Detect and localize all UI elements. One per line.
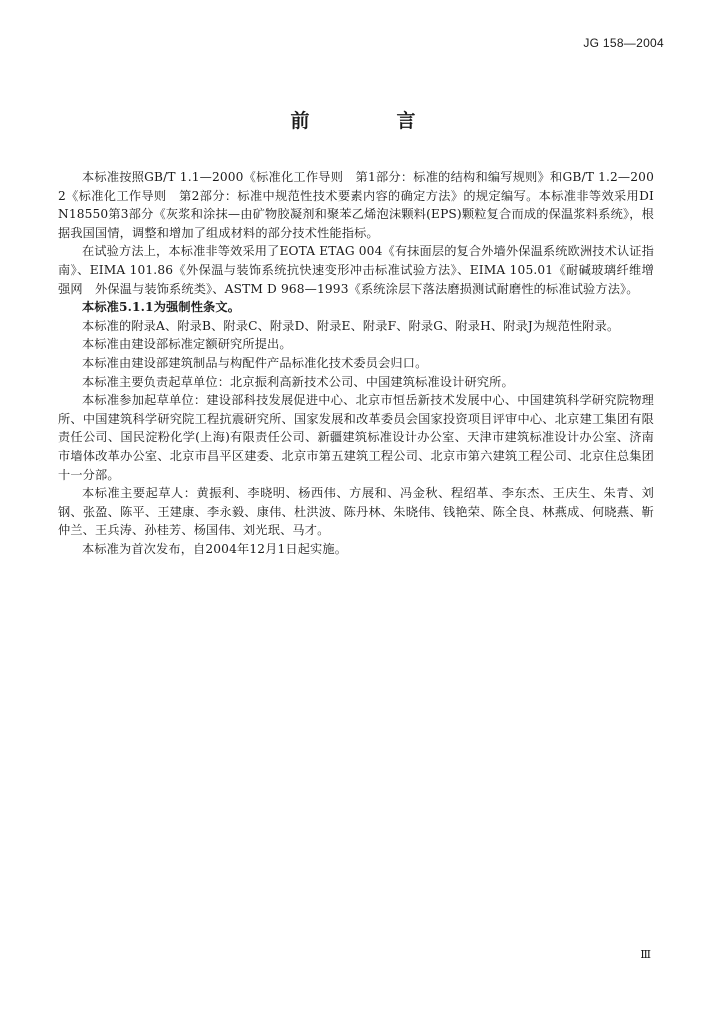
paragraph-effective-date: 本标准为首次发布，自2004年12月1日起实施。	[82, 541, 348, 556]
paragraph-test-methods: 在试验方法上，本标准非等效采用了EOTA ETAG 004《有抹面层的复合外墙外保温系统欧洲技术认证指南》、EIMA 101.86《外保温与装饰系统抗快速变形冲击标准试验方法》、EIMA 105.01《耐碱玻璃纤维增强网 外保温与装饰系统类》、ASTM D 968—1993《系统涂层下落法磨损测试耐磨性的标准试验方法》。	[58, 244, 654, 296]
paragraph-standard-basis: 本标准按照GB/T 1.1—2000《标准化工作导则 第1部分：标准的结构和编写规则》和GB/T 1.2—2002《标准化工作导则 第2部分：标准中规范性技术要素内容的确定方法》的规定编写。本标准非等效采用DIN18550第3部分《灰浆和涂抹—由矿物胶凝剂和聚苯乙烯泡沫颗料(EPS)颗粒复合而成的保温浆料系统》，根据我国国情，调整和增加了组成材料的部分技术性能指标。	[58, 170, 654, 240]
paragraph-main-drafting-unit: 本标准主要负责起草单位：北京振利高新技术公司、中国建筑标准设计研究所。	[82, 374, 514, 389]
paragraph-normative-annexes: 本标准的附录A、附录B、附录C、附录D、附录E、附录F、附录G、附录H、附录J为规范性附录。	[82, 318, 620, 333]
foreword-body	[58, 168, 654, 558]
paragraph-proposed-by: 本标准由建设部标准定额研究所提出。	[82, 337, 292, 352]
paragraph-mandatory-clause: 本标准5.1.1为强制性条文。	[82, 300, 241, 315]
page-title: 前 言	[290, 110, 450, 132]
page-number: Ⅲ	[640, 948, 651, 961]
standard-code: JG 158—2004	[583, 36, 664, 50]
paragraph-participating-units: 本标准参加起草单位：建设部科技发展促进中心、北京市恒岳新技术发展中心、中国建筑科学研究院物理所、中国建筑科学研究院工程抗震研究所、国家发展和改革委员会国家投资项目评审中心、北京建工集团有限责任公司、国民淀粉化学(上海)有限责任公司、新疆建筑标准设计办公室、天津市建筑标准设计办公室、济南市墙体改革办公室、北京市昌平区建委、北京市第五建筑工程公司、北京市第六建筑工程公司、北京住总集团十一分部。	[58, 393, 654, 482]
paragraph-main-drafters: 本标准主要起草人：黄振利、李晓明、杨西伟、方展和、冯金秋、程绍革、李东杰、王庆生、朱青、刘钢、张盈、陈平、王建康、李永毅、康伟、杜洪波、陈丹林、朱晓伟、钱艳荣、陈全良、林燕成、何晓燕、靳仲兰、王兵涛、孙桂芳、杨国伟、刘光珉、马才。	[58, 486, 654, 538]
paragraph-centralized-by: 本标准由建设部建筑制品与构配件产品标准化技术委员会归口。	[82, 355, 428, 370]
